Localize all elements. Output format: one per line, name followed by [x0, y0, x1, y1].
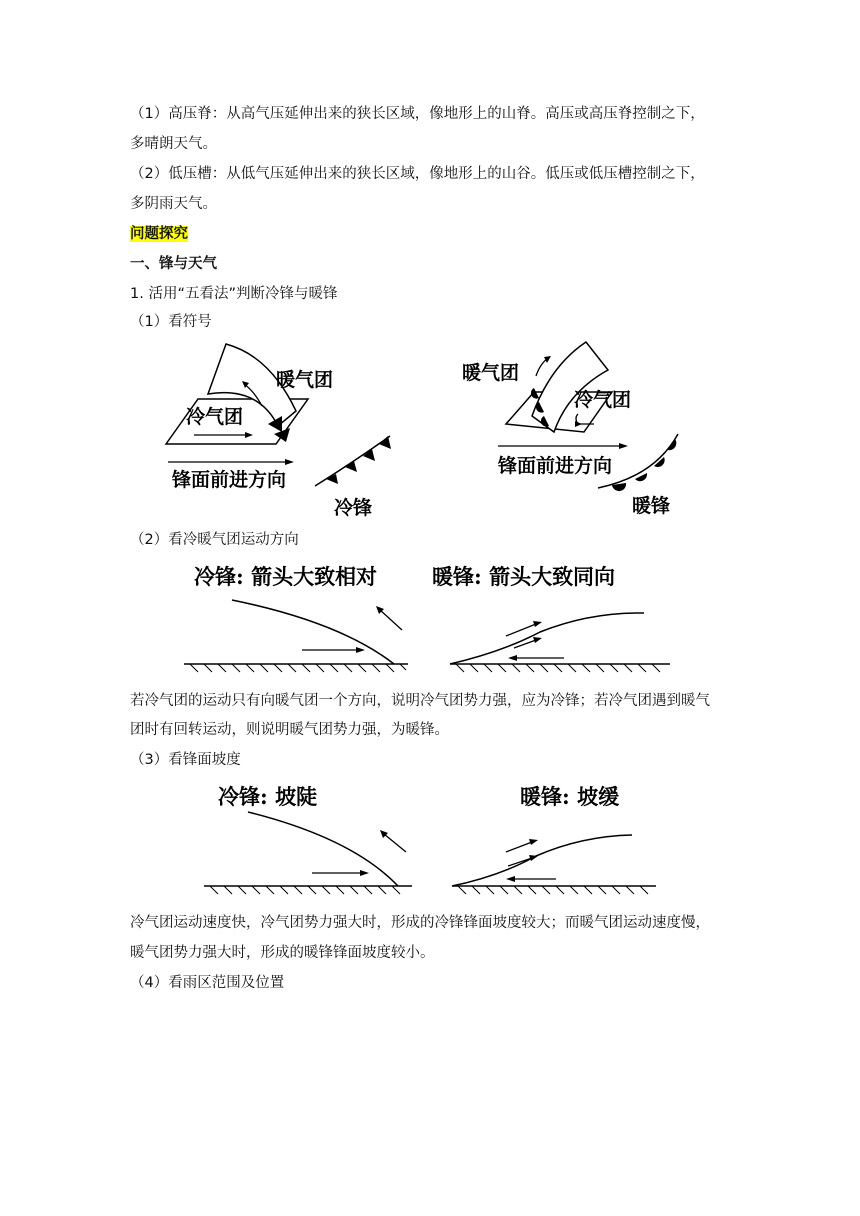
figure3-warm-front-title: 暖锋: 坡缓 — [520, 784, 620, 809]
figure-front-slope — [200, 782, 670, 900]
subheading-rain-area: （4）看雨区范围及位置 — [130, 975, 285, 991]
paragraph-high-pressure-ridge-line1: （1）高压脊：从高气压延伸出来的狭长区域，像地形上的山脊。高压或高压脊控制之下， — [130, 106, 705, 122]
warm-front-3d-diagram — [462, 342, 678, 517]
warm-diagram-cold-air-label: 冷气团 — [574, 389, 632, 411]
paragraph-direction-explanation-line2: 团时有回转运动，则说明暖气团势力强，为暖锋。 — [130, 722, 449, 738]
figure2-warm-front-title: 暖锋: 箭头大致同向 — [432, 564, 616, 589]
subheading-air-mass-direction: （2）看冷暖气团运动方向 — [130, 532, 299, 548]
paragraph-slope-explanation-line2: 暖气团势力强大时，形成的暖锋锋面坡度较小。 — [130, 945, 435, 961]
subheading-look-symbol: （1）看符号 — [130, 314, 212, 330]
cold-front-3d-diagram — [166, 344, 391, 519]
warm-diagram-direction-label: 锋面前进方向 — [498, 455, 613, 477]
paragraph-direction-explanation-line1: 若冷气团的运动只有向暖气团一个方向，说明冷气团势力强，应为冷锋；若冷气团遇到暖气 — [130, 693, 710, 709]
cold-diagram-warm-air-label: 暖气团 — [276, 369, 334, 391]
heading-front-weather: 一、锋与天气 — [130, 256, 217, 272]
item-five-look-method: 1. 活用“五看法”判断冷锋与暖锋 — [130, 286, 338, 302]
figure2-cold-front-profile — [184, 600, 408, 672]
paragraph-low-pressure-trough-line1: （2）低压槽：从低气压延伸出来的狭长区域，像地形上的山谷。低压或低压槽控制之下， — [130, 166, 705, 182]
figure2-warm-front-profile — [450, 613, 670, 672]
warm-diagram-warm-air-label: 暖气团 — [462, 362, 520, 384]
paragraph-low-pressure-trough-line2: 多阴雨天气。 — [130, 196, 217, 212]
figure3-warm-front-profile — [452, 835, 656, 894]
cold-diagram-direction-label: 锋面前进方向 — [172, 469, 287, 491]
paragraph-high-pressure-ridge-line2: 多晴朗天气。 — [130, 136, 217, 152]
warm-front-symbol-label: 暖锋 — [632, 495, 671, 517]
figure2-cold-front-title: 冷锋: 箭头大致相对 — [194, 564, 378, 589]
figure-air-mass-direction — [180, 560, 680, 682]
section-label-wrapper — [130, 224, 188, 244]
section-label: 问题探究 — [130, 226, 188, 242]
subheading-front-slope: （3）看锋面坡度 — [130, 752, 241, 768]
figure-front-symbols — [150, 336, 710, 526]
cold-diagram-cold-air-label: 冷气团 — [186, 406, 244, 428]
figure3-cold-front-profile — [204, 812, 412, 894]
figure3-cold-front-title: 冷锋: 坡陡 — [218, 784, 318, 809]
paragraph-slope-explanation-line1: 冷气团运动速度快，冷气团势力强大时，形成的冷锋锋面坡度较大；而暖气团运动速度慢， — [130, 915, 710, 931]
cold-front-symbol-label: 冷锋 — [334, 497, 373, 519]
